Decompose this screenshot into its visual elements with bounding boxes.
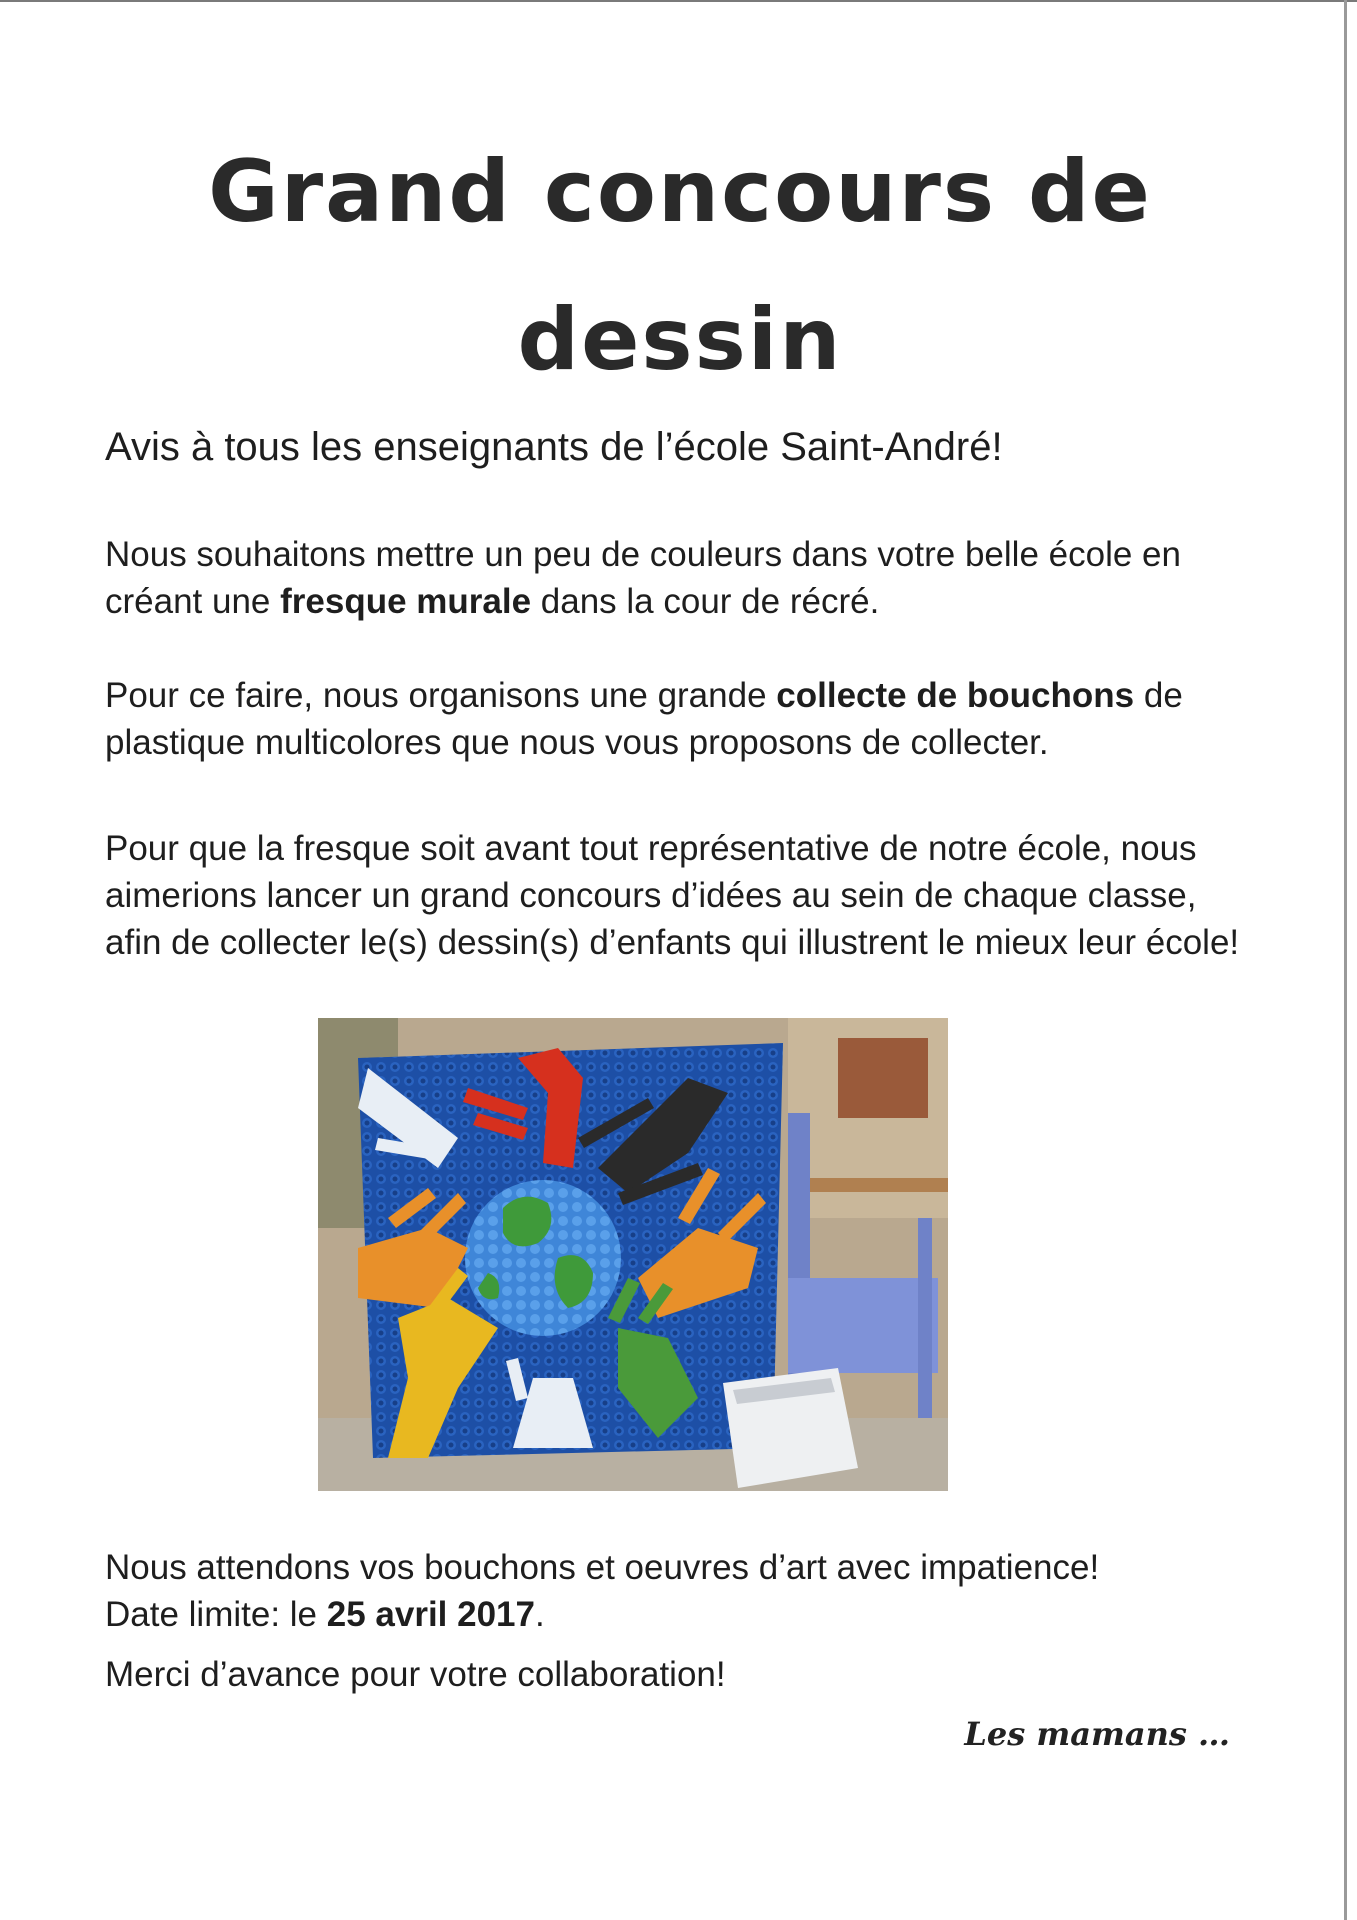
bucket xyxy=(723,1368,858,1488)
paragraph-fresque-text: Nous souhaitons mettre un peu de couleurs dans votre belle école en créant une xyxy=(105,535,1181,621)
scan-top-border xyxy=(0,0,1357,2)
poster-subtitle: Avis à tous les enseignants de l’école Saint-André! xyxy=(105,425,1003,469)
thanks-line: Merci d’avance pour votre collaboration! xyxy=(105,1655,726,1694)
paragraph-concours: Pour que la fresque soit avant tout représentative de notre école, nous aimerions lancer un grand concours d’idées au sein de chaque classe, afin de collecter le(s) dessin(s) d’enfants qui illustrent le mieux leur école! xyxy=(105,829,1240,962)
paragraph-collecte-text: Pour ce faire, nous organisons une grande xyxy=(105,676,777,715)
deadline-end: . xyxy=(535,1595,545,1634)
paragraph-fresque-bold: fresque murale xyxy=(280,582,532,621)
signature: Les mamans … xyxy=(964,1715,1230,1753)
deadline-label: Date limite: le xyxy=(105,1595,327,1634)
paragraph-fresque xyxy=(105,531,1205,625)
paragraph-collecte xyxy=(105,672,1205,766)
scan-right-border xyxy=(1344,0,1347,1920)
poster-title: Grand concours de dessin xyxy=(208,142,1152,390)
paragraph-collecte-bold: collecte de bouchons xyxy=(776,676,1135,715)
cabinet xyxy=(838,1038,928,1118)
mural-photo xyxy=(318,1018,948,1491)
paragraph-collecte-end: de plastique multicolores que nous vous proposons de collecter. xyxy=(105,676,1183,762)
deadline-date: 25 avril 2017 xyxy=(326,1595,535,1634)
table-top xyxy=(798,1178,948,1192)
closing-line: Nous attendons vos bouchons et oeuvres d’art avec impatience! xyxy=(105,1548,1100,1587)
paragraph-fresque-end: dans la cour de récré. xyxy=(531,582,880,621)
closing-paragraph xyxy=(105,1544,1255,1638)
mural-board xyxy=(358,1043,783,1458)
